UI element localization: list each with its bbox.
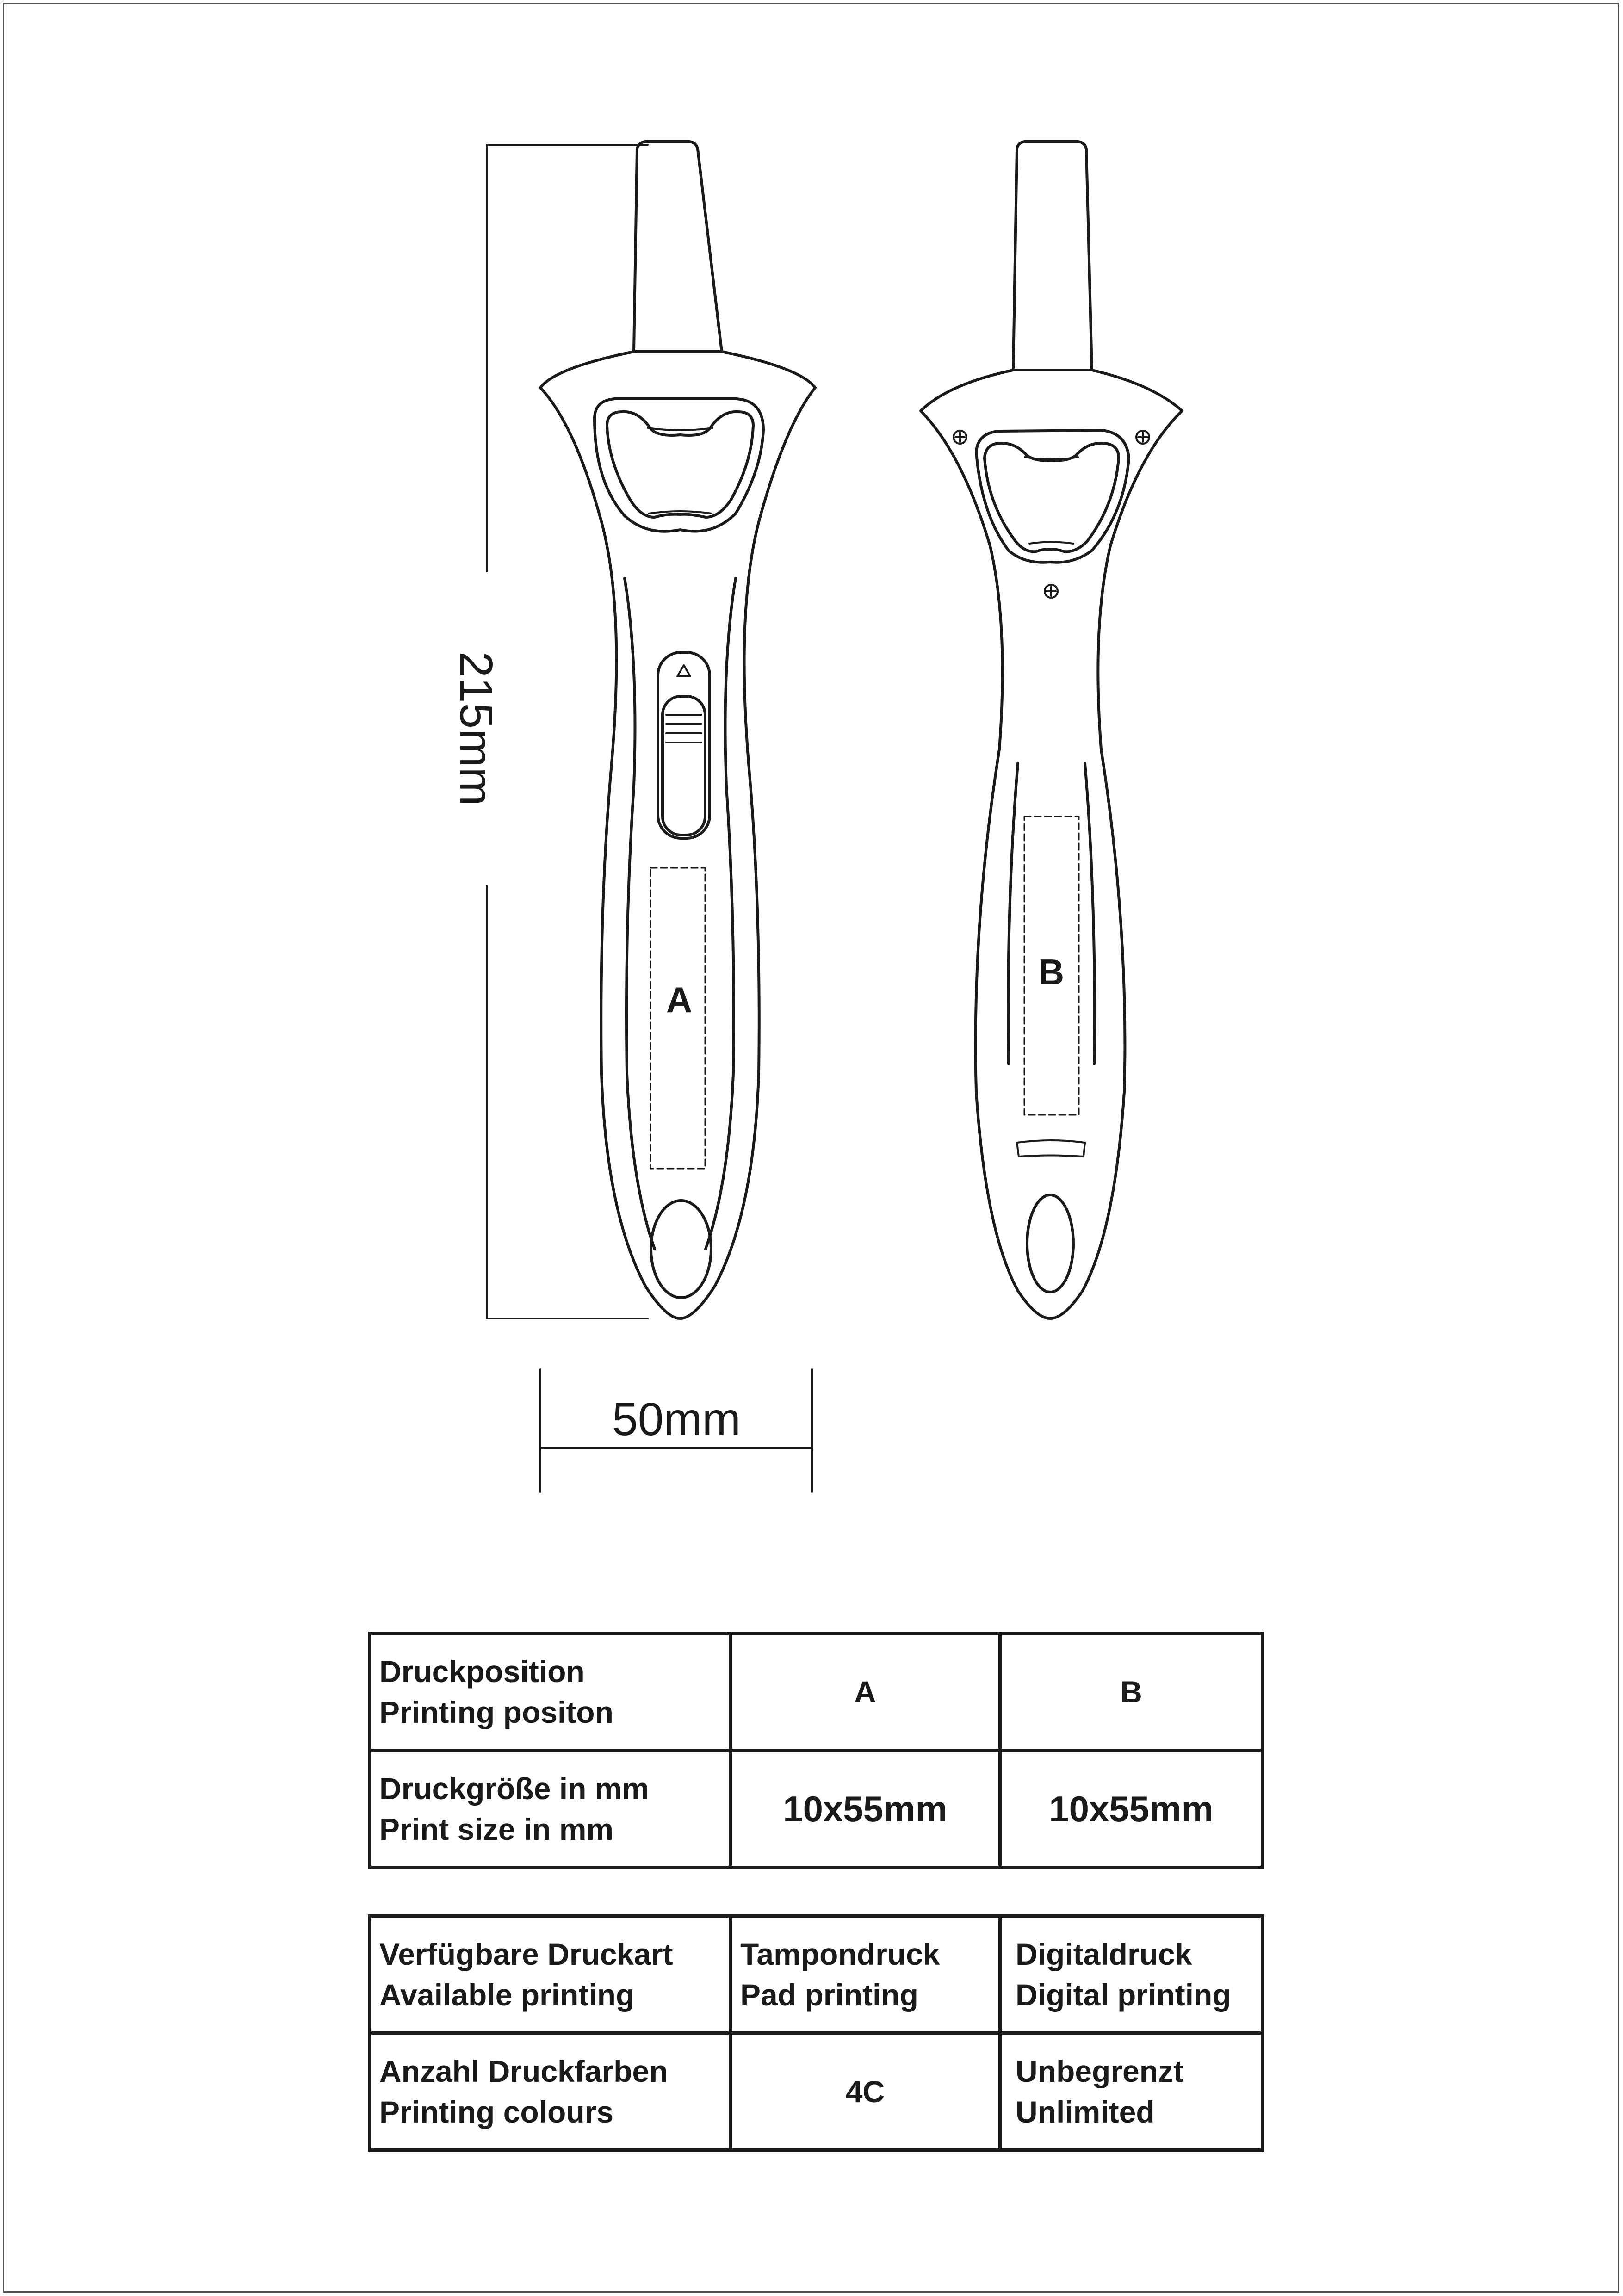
label-de: Druckgröße in mm bbox=[379, 1771, 650, 1806]
table-cell-label bbox=[370, 1916, 731, 2033]
value-de: Unbegrenzt bbox=[1016, 2054, 1183, 2088]
value-de: Digitaldruck bbox=[1016, 1937, 1192, 1971]
table-cell-b bbox=[1000, 2033, 1263, 2150]
label-en: Printing colours bbox=[379, 2095, 614, 2129]
table-cell-b bbox=[1000, 1916, 1263, 2033]
table-cell-label bbox=[370, 1751, 731, 1868]
table-cell-a bbox=[731, 1916, 1000, 2033]
print-position-table bbox=[368, 1632, 1264, 1869]
printing-method-table bbox=[368, 1914, 1264, 2152]
value-en: Digital printing bbox=[1016, 1978, 1231, 2012]
print-area-b-label: B bbox=[1038, 952, 1065, 992]
table-cell-a: 10x55mm bbox=[731, 1751, 1000, 1868]
table-cell-label bbox=[370, 1634, 731, 1751]
opener-front-view bbox=[540, 142, 815, 1318]
back-hang-hole bbox=[1027, 1195, 1073, 1292]
back-grip-line-right bbox=[1085, 763, 1095, 1064]
front-opener-inner bbox=[607, 412, 753, 517]
value-de: Tampondruck bbox=[740, 1937, 940, 1971]
front-triangle-icon bbox=[677, 665, 690, 676]
label-en: Printing positon bbox=[379, 1695, 613, 1729]
front-slider-knob bbox=[663, 696, 705, 835]
height-label: 215mm bbox=[450, 651, 502, 806]
back-grip-line bbox=[1008, 763, 1018, 1064]
table-cell-a: 4C bbox=[731, 2033, 1000, 2150]
value-en: Unlimited bbox=[1016, 2095, 1155, 2129]
back-spout bbox=[1013, 142, 1092, 370]
front-slider-slot bbox=[658, 652, 710, 838]
table-cell-a: A bbox=[731, 1634, 1000, 1751]
table-row bbox=[370, 1634, 1263, 1751]
table-cell-b: 10x55mm bbox=[1000, 1751, 1263, 1868]
label-de: Druckposition bbox=[379, 1654, 585, 1689]
label-de: Anzahl Druckfarben bbox=[379, 2054, 668, 2088]
label-en: Print size in mm bbox=[379, 1812, 614, 1846]
back-slot bbox=[1017, 1140, 1085, 1157]
table-cell-label bbox=[370, 2033, 731, 2150]
height-dimension bbox=[487, 145, 648, 1318]
front-hang-hole bbox=[651, 1201, 711, 1298]
table-row bbox=[370, 1751, 1263, 1868]
label-en: Available printing bbox=[379, 1978, 635, 2012]
value-en: Pad printing bbox=[740, 1978, 918, 2012]
front-spout bbox=[634, 142, 722, 352]
print-area-a-label: A bbox=[666, 979, 693, 1020]
width-label: 50mm bbox=[612, 1393, 741, 1445]
table-cell-b: B bbox=[1000, 1634, 1263, 1751]
table-row bbox=[370, 2033, 1263, 2150]
opener-back-view bbox=[921, 142, 1182, 1318]
table-row bbox=[370, 1916, 1263, 2033]
label-de: Verfügbare Druckart bbox=[379, 1937, 673, 1971]
back-body-outline bbox=[921, 370, 1182, 1318]
